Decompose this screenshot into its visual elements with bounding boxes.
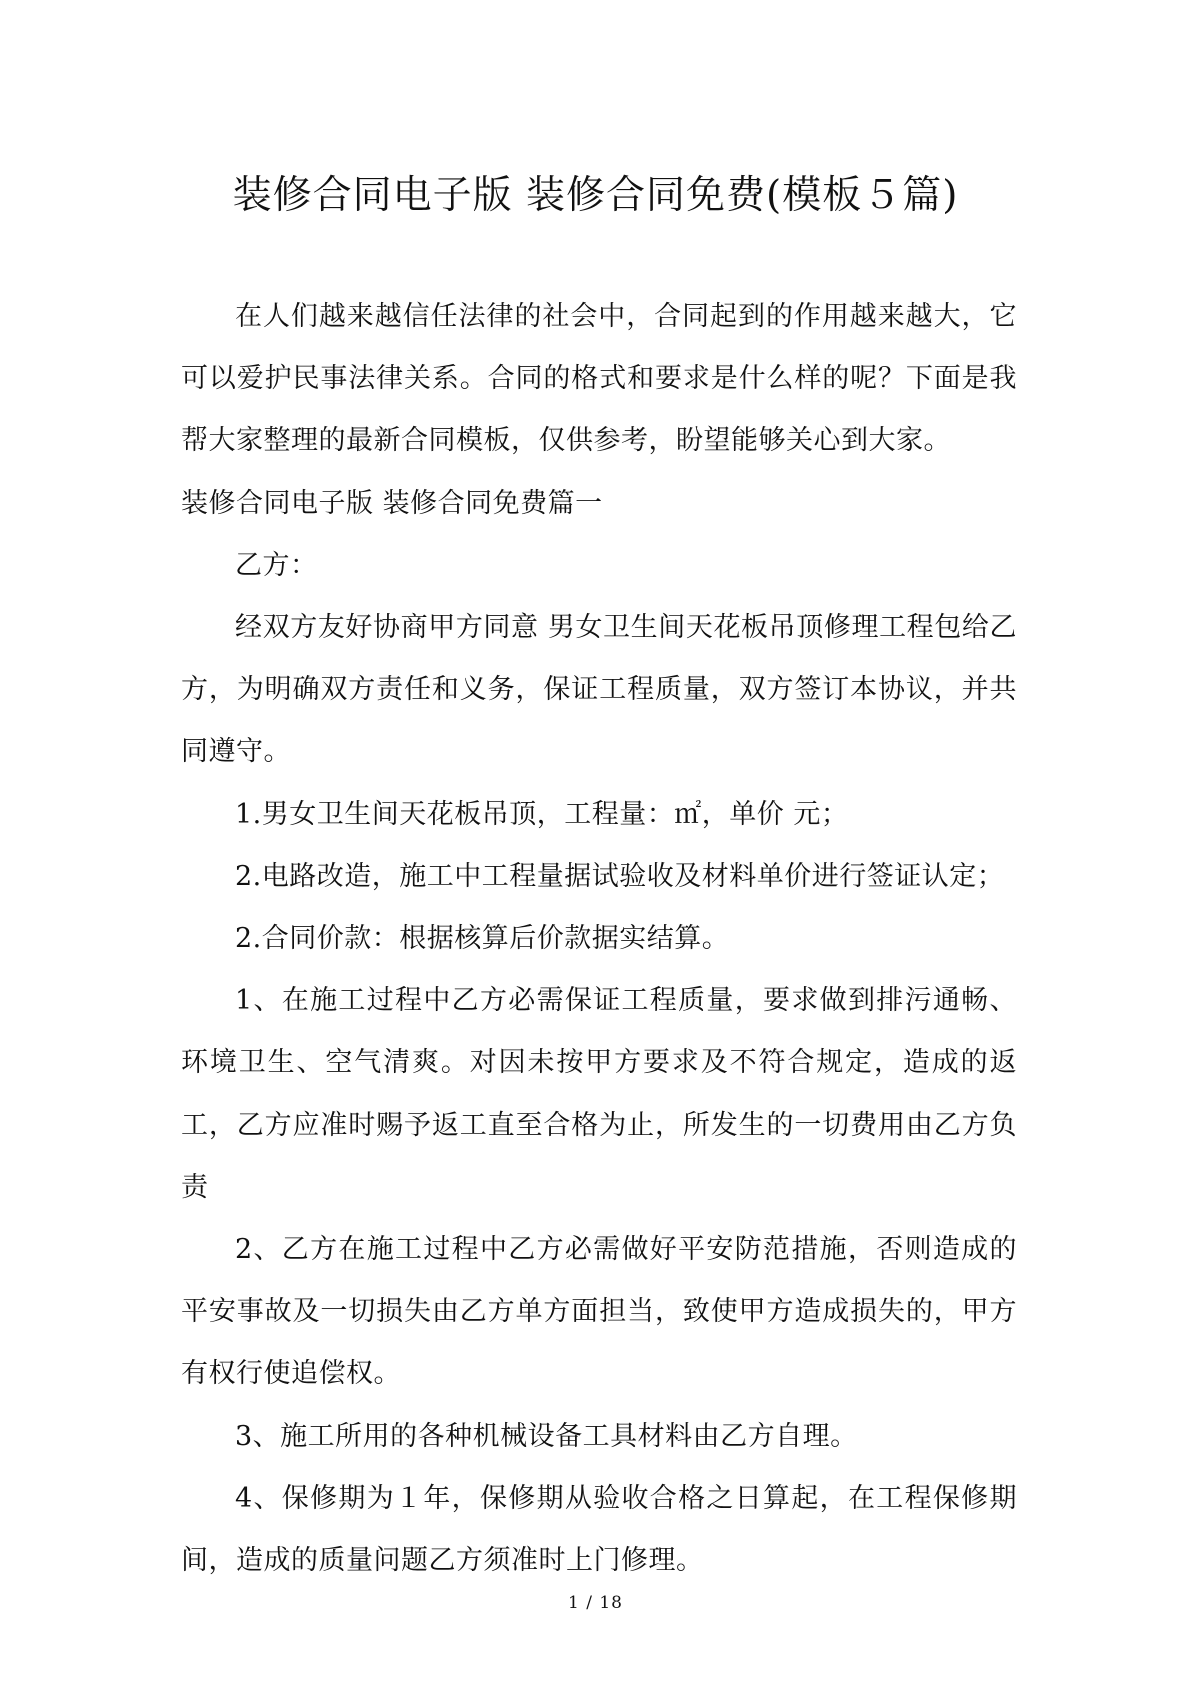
party-b-label: 乙方： (235, 549, 318, 581)
clause-item: 1、在施工过程中乙方必需保证工程质量，要求做到排污通畅、环境卫生、空气清爽。对因未按甲方要求及不符合规定，造成的返工，乙方应准时赐予返工直至合格为止，所发生的一切费用由乙方负责 (181, 985, 1017, 1203)
document-body (181, 286, 1017, 1592)
clause-item: 1.男女卫生间天花板吊顶，工程量：㎡，单价 元； (235, 798, 849, 830)
clause-item: 2.合同价款：根据核算后价款据实结算。 (235, 923, 730, 955)
clause-item: 4、保修期为１年，保修期从验收合格之日算起，在工程保修期间，造成的质量问题乙方须准时上门修理。 (181, 1482, 1017, 1577)
clause-item: 3、施工所用的各种机械设备工具材料由乙方自理。 (235, 1420, 858, 1452)
paragraph-agreement: 经双方友好协商甲方同意 男女卫生间天花板吊顶修理工程包给乙方，为明确双方责任和义务，保证工程质量，双方签订本协议，并共同遵守。 (181, 612, 1017, 768)
clause-item: 2、乙方在施工过程中乙方必需做好平安防范措施，否则造成的平安事故及一切损失由乙方单方面担当，致使甲方造成损失的，甲方有权行使追偿权。 (181, 1234, 1017, 1390)
page-number: 1 / 18 (568, 1593, 623, 1613)
document-title: 装修合同电子版 装修合同免费(模板５篇) (232, 173, 959, 218)
section-heading: 装修合同电子版 装修合同免费篇一 (181, 487, 603, 519)
paragraph-intro: 在人们越来越信任法律的社会中，合同起到的作用越来越大，它可以爱护民事法律关系。合同的格式和要求是什么样的呢？下面是我帮大家整理的最新合同模板，仅供参考，盼望能够关心到大家。 (181, 301, 1017, 457)
clause-item: 2.电路改造，施工中工程量据试验收及材料单价进行签证认定； (235, 860, 1005, 892)
